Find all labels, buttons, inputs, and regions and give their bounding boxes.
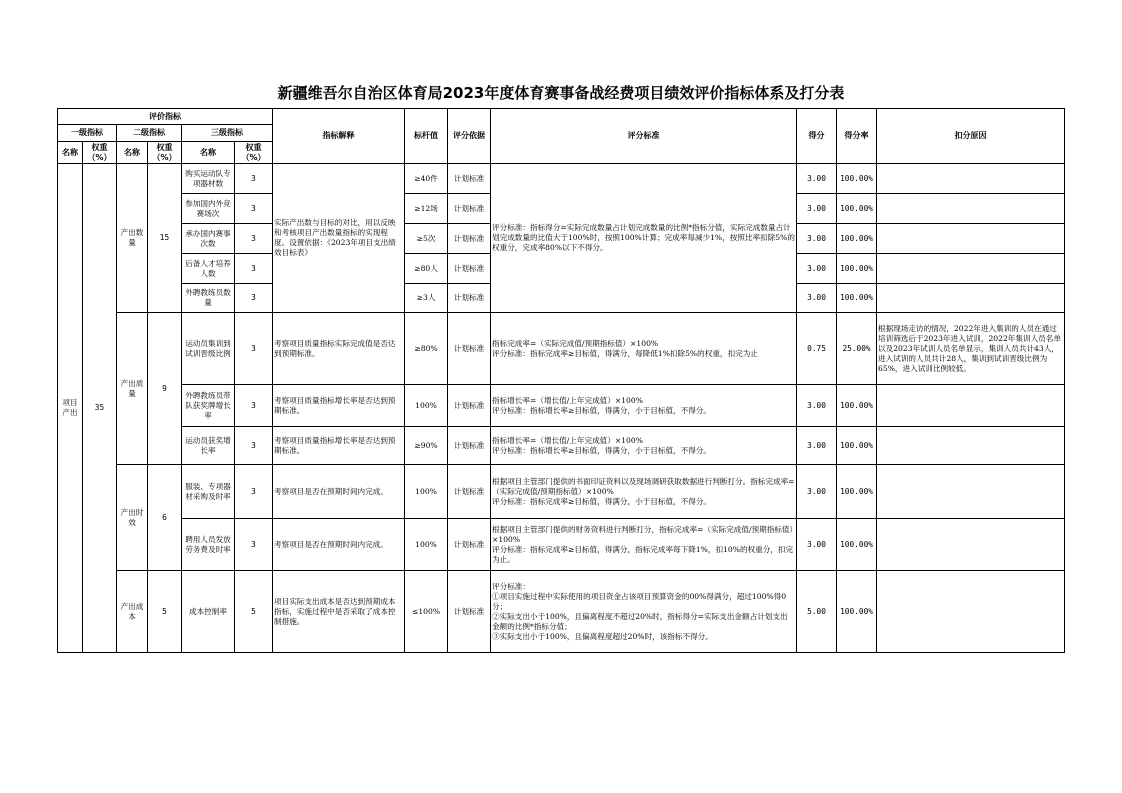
level3-weight: 3 bbox=[235, 427, 273, 465]
level3-weight: 3 bbox=[235, 254, 273, 284]
score-rate: 100.00% bbox=[837, 427, 877, 465]
benchmark-value: ≥3人 bbox=[405, 284, 448, 313]
benchmark-value: ≥80人 bbox=[405, 254, 448, 284]
level1-name: 项目产出 bbox=[58, 164, 83, 653]
benchmark-value: ≥90% bbox=[405, 427, 448, 465]
header-benchmark: 标杆值 bbox=[405, 109, 448, 164]
indicator-explain: 考察项目是否在预期时间内完成。 bbox=[273, 465, 405, 519]
scoring-standard: 指标完成率=（实际完成值/预期指标值）×100% 评分标准：指标完成率≥目标值，得满分，每降低1%扣除5%的权重，扣完为止 bbox=[491, 313, 797, 385]
benchmark-value: 100% bbox=[405, 385, 448, 427]
header-level3-name: 名称 bbox=[182, 142, 235, 164]
deduction-reason: 根据现场走访的情况，2022年进入集训的人员在通过培训筛选后于2023年进入试训，2022年集训人员名单以及2023年试训人员名单显示，集训人员共计43人，进入试训的人员共计28人，集训到试训晋级比例为65%，进入试训比例较低。 bbox=[877, 313, 1065, 385]
indicator-explain: 考察项目质量指标增长率是否达到预期标准。 bbox=[273, 385, 405, 427]
score-value: 3.00 bbox=[797, 427, 837, 465]
scoring-basis: 计划标准 bbox=[448, 284, 491, 313]
evaluation-table bbox=[57, 108, 1065, 653]
level3-weight: 3 bbox=[235, 465, 273, 519]
level2-name: 产出质量 bbox=[117, 313, 148, 465]
score-rate: 100.00% bbox=[837, 224, 877, 254]
header-level1: 一级指标 bbox=[58, 125, 117, 142]
score-value: 3.00 bbox=[797, 284, 837, 313]
level3-name: 承办国内赛事次数 bbox=[182, 224, 235, 254]
scoring-basis: 计划标准 bbox=[448, 224, 491, 254]
deduction-reason bbox=[877, 254, 1065, 284]
level3-name: 外聘教练员数量 bbox=[182, 284, 235, 313]
level3-weight: 3 bbox=[235, 164, 273, 194]
deduction-reason bbox=[877, 284, 1065, 313]
score-rate: 100.00% bbox=[837, 254, 877, 284]
indicator-explain: 考察项目质量指标实际完成值是否达到预期标准。 bbox=[273, 313, 405, 385]
score-rate: 100.00% bbox=[837, 284, 877, 313]
indicator-explain: 项目实际支出成本是否达到预期成本指标，实施过程中是否采取了成本控制措施。 bbox=[273, 571, 405, 653]
level3-name: 服装、专项器材采购及时率 bbox=[182, 465, 235, 519]
header-evaluation-indicators: 评价指标 bbox=[58, 109, 273, 125]
score-value: 3.00 bbox=[797, 194, 837, 224]
scoring-standard: 评分标准： ①项目实施过程中实际使用的项目资金占该项目预算资金的00%得满分，超过100%得0分； ②实际支出小于100%，且偏离程度不超过20%时，指标得分=实际支出金额占计划支出金额的比例*指标分值； ③实际支出小于100%，且偏离程度超过20%时，该指标不得分。 bbox=[491, 571, 797, 653]
level3-weight: 3 bbox=[235, 224, 273, 254]
level3-name: 聘用人员发放劳务费及时率 bbox=[182, 519, 235, 571]
header-level2: 二级指标 bbox=[117, 125, 182, 142]
benchmark-value: ≥5次 bbox=[405, 224, 448, 254]
scoring-standard: 根据项目主管部门提供的财务资料进行判断打分，指标完成率=（实际完成值/预期指标值）×100% 评分标准：指标完成率≥目标值，得满分，指标完成率每下降1%，扣10%的权重分，扣完为止。 bbox=[491, 519, 797, 571]
level2-weight: 6 bbox=[148, 465, 182, 571]
scoring-basis: 计划标准 bbox=[448, 465, 491, 519]
benchmark-value: ≥80% bbox=[405, 313, 448, 385]
deduction-reason bbox=[877, 224, 1065, 254]
header-level2-weight: 权重（%） bbox=[148, 142, 182, 164]
header-reason: 扣分原因 bbox=[877, 109, 1065, 164]
score-value: 3.00 bbox=[797, 465, 837, 519]
deduction-reason bbox=[877, 519, 1065, 571]
header-level2-name: 名称 bbox=[117, 142, 148, 164]
level3-name: 购买运动队专项器材数 bbox=[182, 164, 235, 194]
benchmark-value: 100% bbox=[405, 519, 448, 571]
scoring-basis: 计划标准 bbox=[448, 427, 491, 465]
scoring-basis: 计划标准 bbox=[448, 519, 491, 571]
header-standard: 评分标准 bbox=[491, 109, 797, 164]
indicator-explain: 实际产出数与目标的对比，用以反映和考核项目产出数量指标的实现程度。设置依据：《2023年项目支出绩效目标表》 bbox=[273, 164, 405, 313]
level2-name: 产出成本 bbox=[117, 571, 148, 653]
deduction-reason bbox=[877, 465, 1065, 519]
benchmark-value: 100% bbox=[405, 465, 448, 519]
level3-name: 参加国内外竞赛场次 bbox=[182, 194, 235, 224]
scoring-basis: 计划标准 bbox=[448, 194, 491, 224]
score-rate: 100.00% bbox=[837, 385, 877, 427]
scoring-standard: 评分标准：指标得分=实际完成数量占计划完成数量的比例*指标分值，实际完成数量占计划完成数量的比值大于100%时，按照100%计算；完成率每减少1%，按照比率扣除5%的权重分，完成率80%以下不得分。 bbox=[491, 164, 797, 313]
deduction-reason bbox=[877, 427, 1065, 465]
header-rate: 得分率 bbox=[837, 109, 877, 164]
score-value: 3.00 bbox=[797, 164, 837, 194]
score-rate: 100.00% bbox=[837, 194, 877, 224]
level3-weight: 3 bbox=[235, 385, 273, 427]
level3-weight: 3 bbox=[235, 284, 273, 313]
score-value: 0.75 bbox=[797, 313, 837, 385]
level3-weight: 3 bbox=[235, 194, 273, 224]
scoring-basis: 计划标准 bbox=[448, 254, 491, 284]
score-value: 5.00 bbox=[797, 571, 837, 653]
deduction-reason bbox=[877, 385, 1065, 427]
scoring-basis: 计划标准 bbox=[448, 571, 491, 653]
header-level1-name: 名称 bbox=[58, 142, 83, 164]
level2-weight: 15 bbox=[148, 164, 182, 313]
level2-weight: 5 bbox=[148, 571, 182, 653]
scoring-basis: 计划标准 bbox=[448, 313, 491, 385]
level3-name: 外聘教练员带队获奖牌增长率 bbox=[182, 385, 235, 427]
header-basis: 评分依据 bbox=[448, 109, 491, 164]
scoring-basis: 计划标准 bbox=[448, 385, 491, 427]
level3-weight: 5 bbox=[235, 571, 273, 653]
score-rate: 100.00% bbox=[837, 465, 877, 519]
benchmark-value: ≥12场 bbox=[405, 194, 448, 224]
score-value: 3.00 bbox=[797, 254, 837, 284]
header-level3: 三级指标 bbox=[182, 125, 273, 142]
score-rate: 25.00% bbox=[837, 313, 877, 385]
level3-weight: 3 bbox=[235, 519, 273, 571]
scoring-standard: 根据项目主管部门提供的书面印证资料以及现场调研获取数据进行判断打分。指标完成率=（实际完成值/预期指标值）×100% 评分标准：指标完成率≥目标值，得满分，小于目标值，不得分。 bbox=[491, 465, 797, 519]
scoring-basis: 计划标准 bbox=[448, 164, 491, 194]
header-level1-weight: 权重（%） bbox=[83, 142, 117, 164]
page-title: 新疆维吾尔自治区体育局2023年度体育赛事备战经费项目绩效评价指标体系及打分表 bbox=[277, 84, 845, 102]
score-value: 3.00 bbox=[797, 519, 837, 571]
score-value: 3.00 bbox=[797, 224, 837, 254]
deduction-reason bbox=[877, 194, 1065, 224]
level3-name: 运动员集训到试训晋级比例 bbox=[182, 313, 235, 385]
level3-weight: 3 bbox=[235, 313, 273, 385]
level3-name: 运动员获奖增长率 bbox=[182, 427, 235, 465]
deduction-reason bbox=[877, 571, 1065, 653]
scoring-standard: 指标增长率=（增长值/上年完成值）×100% 评分标准：指标增长率≥目标值，得满分，小于目标值，不得分。 bbox=[491, 427, 797, 465]
header-score: 得分 bbox=[797, 109, 837, 164]
header-explain: 指标解释 bbox=[273, 109, 405, 164]
indicator-explain: 考察项目质量指标增长率是否达到预期标准。 bbox=[273, 427, 405, 465]
level3-name: 成本控制率 bbox=[182, 571, 235, 653]
score-rate: 100.00% bbox=[837, 519, 877, 571]
level3-name: 后备人才培养人数 bbox=[182, 254, 235, 284]
header-level3-weight: 权重（%） bbox=[235, 142, 273, 164]
level2-name: 产出时效 bbox=[117, 465, 148, 571]
level2-name: 产出数量 bbox=[117, 164, 148, 313]
score-rate: 100.00% bbox=[837, 164, 877, 194]
scoring-standard: 指标增长率=（增长值/上年完成值）×100% 评分标准：指标增长率≥目标值，得满分，小于目标值，不得分。 bbox=[491, 385, 797, 427]
score-value: 3.00 bbox=[797, 385, 837, 427]
score-rate: 100.00% bbox=[837, 571, 877, 653]
deduction-reason bbox=[877, 164, 1065, 194]
indicator-explain: 考察项目是否在预期时间内完成。 bbox=[273, 519, 405, 571]
benchmark-value: ≤100% bbox=[405, 571, 448, 653]
level2-weight: 9 bbox=[148, 313, 182, 465]
level1-weight: 35 bbox=[83, 164, 117, 653]
benchmark-value: ≥40件 bbox=[405, 164, 448, 194]
